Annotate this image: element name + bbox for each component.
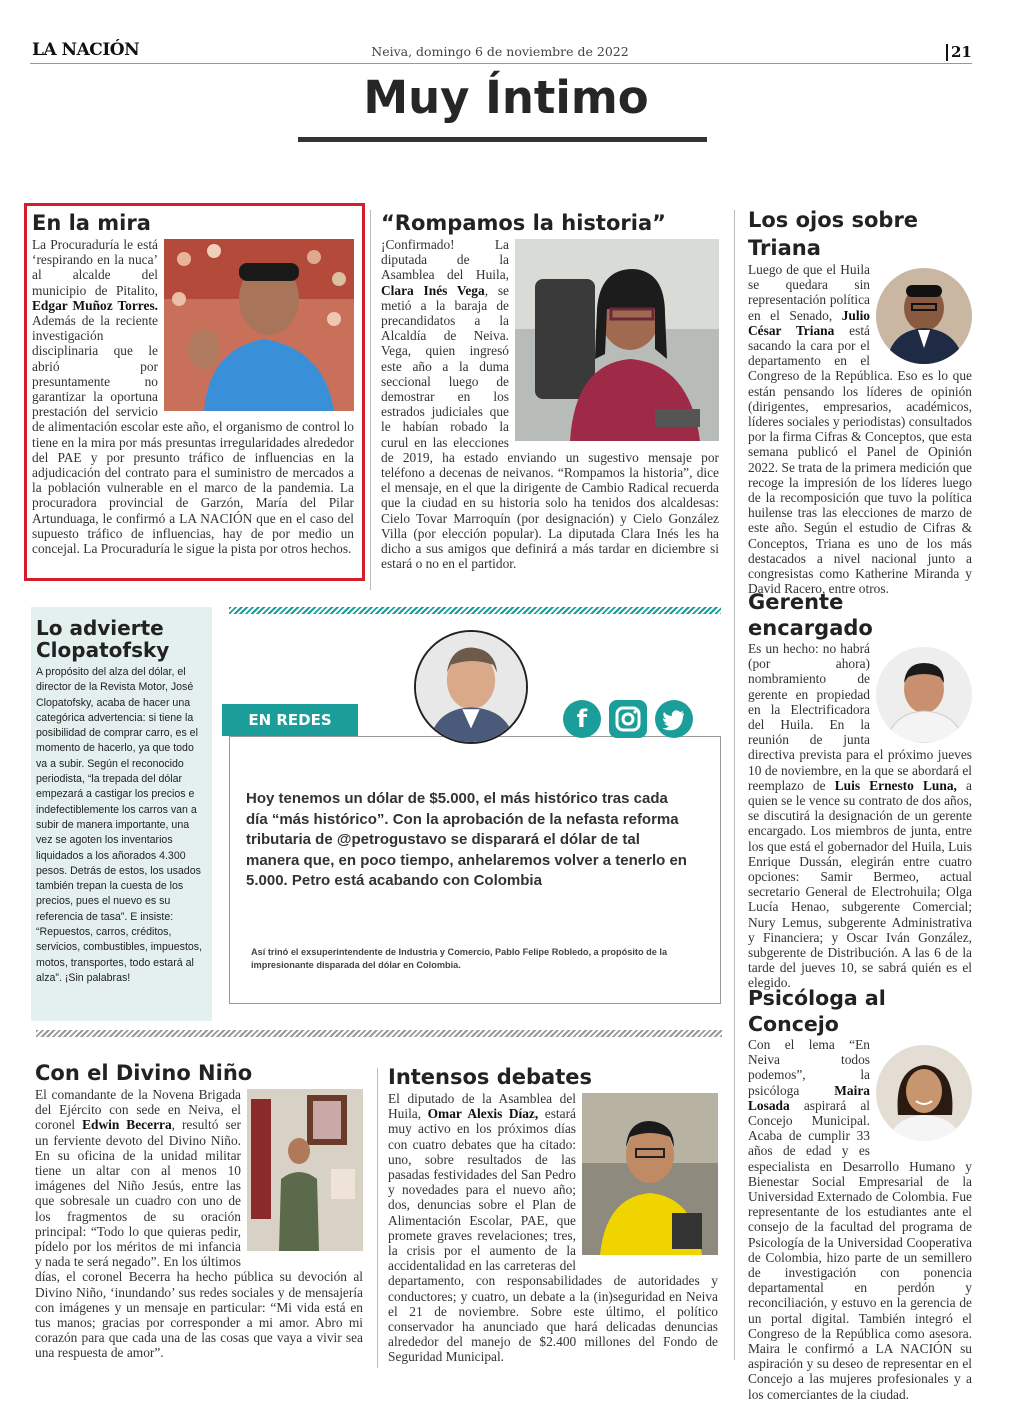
divino-nino-title: Con el Divino Niño bbox=[35, 1061, 253, 1085]
facebook-icon[interactable]: f bbox=[563, 700, 601, 738]
maira-losada-photo bbox=[876, 1045, 972, 1141]
clopatofsky-article bbox=[36, 617, 204, 986]
clopatofsky-title: Lo advierte Clopatofsky bbox=[36, 616, 170, 662]
gerente-article bbox=[748, 589, 972, 991]
column-rule-3 bbox=[377, 1068, 378, 1368]
edwin-becerra-name: Edwin Becerra bbox=[82, 1117, 172, 1133]
clara-ines-vega-photo bbox=[515, 239, 719, 441]
triana-title: Los ojos sobre Triana bbox=[748, 208, 919, 260]
newspaper-logo: LA NACIÓN bbox=[32, 40, 140, 60]
column-rule-2 bbox=[734, 210, 735, 1360]
en-la-mira-body: La Procuraduría le está ‘respirando en la nuca’ al alcalde del municipio de Pitalito, Edgar Muñoz Torres. Además de la reciente investigación disciplinaria que le abrió por presuntamente no garantizar la oportuna prestación del servicio de alimentación escolar este año, el organismo de control lo tiene en la mira por más presuntas irregularidades alrededor del PAE y por presunto tráfico de influencias en la adjudicación del contrato para el suministro de mercados a la población vulnerable en el marco de la pandemia. La procuradora provincial de Garzón, María del Pilar Artunduaga, le confirmó a LA NACIÓN que en el caso del supuesto tráfico de influencias, hay de por medio un concejal. La Procuraduría le sigue la pista por otros hechos. bbox=[32, 237, 354, 557]
clara-ines-vega-name: Clara Inés Vega bbox=[381, 282, 485, 298]
clopatofsky-body: A propósito del alza del dólar, el director de la Revista Motor, José Clopatofsky, acaba de hacer una categórica advertencia: si tiene la posibilidad de comprar carro, es el momento de hacerlo, ya que todo va a subir. Según el reconocido periodista, “la trepada del dólar empezará a castigar los precios e indefectiblemente los carros van a subir de manera importante, una vez se agoten los inventarios liquidados a los añorados 4.300 pesos. Detrás de estos, los usados también trepan la cuesta de los precios, pues el nuevo es su referencia de tasa”. E insiste: “Repuestos, carros, créditos, servicios, combustibles, impuestos, motos, transportes, todo estará al alza”. ¡Sin palabras! bbox=[36, 666, 203, 984]
psicologa-article bbox=[748, 985, 972, 1402]
tweet-caption: Así trinó el exsuperintendente de Industria y Comercio, Pablo Felipe Robledo, a propósito de la impresionante disparada del dólar en Colombia. bbox=[251, 947, 668, 970]
psicologa-body: Con el lema “En Neiva todos podemos”, la psicóloga Maira Losada aspirará al Concejo Municipal. Acaba de cumplir 33 años de edad y es especialista en Desarrollo Humano y Bienestar Social Empresarial de la Universidad Externado de Colombia. Fue representante de los estudiantes ante el consejo de la facultad del programa de Psicología de la Universidad Cooperativa de Colombia, hizo parte de un semillero de investigación con ponencia departamental en perdón y reconciliación, y estuvo en la gerencia de un portal digital. También integró el Congreso de la República como asesora. Maira le confirmó a LA NACIÓN su aspiración y su deseo de representar en el Concejo a las mujeres profesionales y a los comerciantes de la ciudad. bbox=[748, 1037, 972, 1402]
dateline: Neiva, domingo 6 de noviembre de 2022 bbox=[371, 44, 629, 59]
psicologa-title: Psicóloga al Concejo bbox=[748, 986, 886, 1036]
gerente-body: Es un hecho: no habrá (por ahora) nombramiento de gerente en propiedad en la Electrificadora del Huila. En la reunión de junta directiva prevista para el próximo jueves 10 de noviembre, en la que se abordará el reemplazo de Luis Ernesto Luna, a quien se le vence su contrato de dos años, se discutirá la designación de un gerente encargado. Los miembros de junta, entre los que está el gobernador del Huila, Luis Enrique Dussán, elegirán entre cuatro opciones: Samir Bermeo, actual secretario General de Electrohuila; Olga Lucía Henao, subgerente Comercial; Nury Lemus, subgerente Administrativa y Financiera; y Oscar Iván González, subgerente de Distribución. A las 6 de la tarde del jueves 10, se sabrá quién es el elegido. bbox=[748, 641, 972, 991]
omar-alexis-diaz-photo bbox=[582, 1093, 718, 1255]
en-la-mira-title: En la mira bbox=[32, 211, 151, 235]
pablo-robledo-photo bbox=[414, 630, 528, 744]
en-la-mira-article bbox=[32, 209, 354, 556]
triana-article bbox=[748, 206, 972, 596]
instagram-icon[interactable] bbox=[609, 700, 647, 738]
maira-losada-name: Maira Losada bbox=[748, 1082, 870, 1113]
edwin-becerra-photo bbox=[247, 1089, 363, 1251]
column-rule-1 bbox=[370, 210, 371, 590]
page-number-rule bbox=[946, 44, 948, 61]
en-redes-top-rule bbox=[229, 607, 721, 614]
section-title-underline bbox=[298, 137, 707, 142]
section-title: Muy Íntimo bbox=[363, 71, 649, 124]
divino-nino-body: El comandante de la Novena Brigada del Ejército con sede en Neiva, el coronel Edwin Becerra, resultó ser un ferviente devoto del Divino Niño. En su oficina de la unidad militar tiene un altar con al menos 10 imágenes del Niño Jesús, entre las que sobresale un cuadro con uno de los fragmentos de su oración principal: “Todo lo que quieras pedir, pídelo por los méritos de mi infancia y nada te será negado”. En los últimos días, el coronel Becerra ha hecho pública su devoción al Divino Niño, ‘inundando’ sus redes sociales y de mensajería con imágenes y un mensaje en particular: “Mi vida está en tus manos; gracias por corresponder a mi amor. Abro mi corazón para que cada una de las cosas que vaya a vivir sea una respuesta de amor”. bbox=[35, 1087, 363, 1361]
debates-article bbox=[388, 1063, 718, 1365]
rompamos-article bbox=[381, 209, 719, 571]
luis-ernesto-luna-name: Luis Ernesto Luna, bbox=[834, 777, 957, 793]
debates-body: El diputado de la Asamblea del Huila, Omar Alexis Díaz, estará muy activo en los próximos días con cuatro debates que ha citado: uno, sobre resultados de las pasadas festividades del San Pedro y novedades para el nuevo año; dos, denuncias sobre el Plan de Alimentación Escolar, PAE, que promete graves revelaciones; tres, la crisis por el aumento de la accidentalidad en las carreteras del departamento, con responsabilidades de autoridades y conductores; y cuatro, un debate a la (in)seguridad en Neiva el 21 de noviembre. Sobre este último, el político conservador ha anunciado que hará delicadas denuncias alrededor del manejo de $2.400 millones del Fondo de Seguridad Municipal. bbox=[388, 1091, 718, 1365]
masthead-rule bbox=[30, 63, 972, 64]
tweet-text: Hoy tenemos un dólar de $5.000, el más histórico tras cada día “más histórico”. Con la aprobación de la nefasta reforma tributaria de @petrogustavo se disparará el dólar de tal manera que, en poco tiempo, anhelaremos volver a tenerlo en 5.000. Petro está acabando con Colombia bbox=[246, 790, 687, 889]
luis-ernesto-luna-photo bbox=[876, 647, 972, 743]
gerente-title: Gerente encargado bbox=[748, 590, 873, 640]
rompamos-title: “Rompamos la historia” bbox=[381, 211, 666, 235]
en-redes-label: EN REDES bbox=[222, 704, 358, 736]
omar-alexis-diaz-name: Omar Alexis Díaz, bbox=[427, 1106, 539, 1122]
page-number: 21 bbox=[951, 43, 972, 61]
twitter-icon[interactable] bbox=[655, 700, 693, 738]
julio-cesar-triana-photo bbox=[876, 268, 972, 364]
julio-cesar-triana-name: Julio César Triana bbox=[748, 307, 870, 338]
edgar-munoz-name: Edgar Muñoz Torres. bbox=[32, 297, 158, 313]
bottom-section-rule bbox=[36, 1030, 722, 1037]
edgar-munoz-photo bbox=[164, 239, 354, 411]
debates-title: Intensos debates bbox=[388, 1065, 592, 1089]
rompamos-body: ¡Confirmado! La diputada de la Asamblea del Huila, Clara Inés Vega, se metió a la baraja de precandidatos a la Alcaldía de Neiva. Vega, quien ingresó este año a la duma seccional luego de demostrar en los estrados judiciales que le habían robado la curul en las elecciones de 2019, ha estado enviando un sugestivo mensaje por teléfono a decenas de neivanos. “Rompamos la historia”, dice el mensaje, en el que la dirigente de Cambio Radical recuerda que la ciudad en su historia solo ha tenidos dos alcaldesas: Cielo Tovar Marroquín (por designación) y Cielo González Villa (por elección popular). La diputada Clara Inés les ha dicho a sus amigos que definirá a más tardar en diciembre si estará o no en el partidor. bbox=[381, 237, 719, 572]
divino-nino-article bbox=[35, 1059, 363, 1361]
triana-body: Luego de que el Huila se quedara sin representación política en el Senado, Julio César Triana está sacando la cara por el departamento en el Congreso de la República. Eso es lo que están pensando los líderes de opinión (dirigentes, empresarios, académicos, líderes sociales y periodistas) consultados por la firma Cifras & Conceptos, que esta semana publicó el Panel de Opinión 2022. Se trata de la primera medición que recoge la impresión de los líderes luego de la recomposición que tuvo la política huilense tras las elecciones de marzo de este año. Según el estudio de Cifras & Conceptos, Triana es uno de los más destacados a nivel nacional junto a congresistas como Katherine Miranda y David Racero, entre otros. bbox=[748, 262, 972, 597]
